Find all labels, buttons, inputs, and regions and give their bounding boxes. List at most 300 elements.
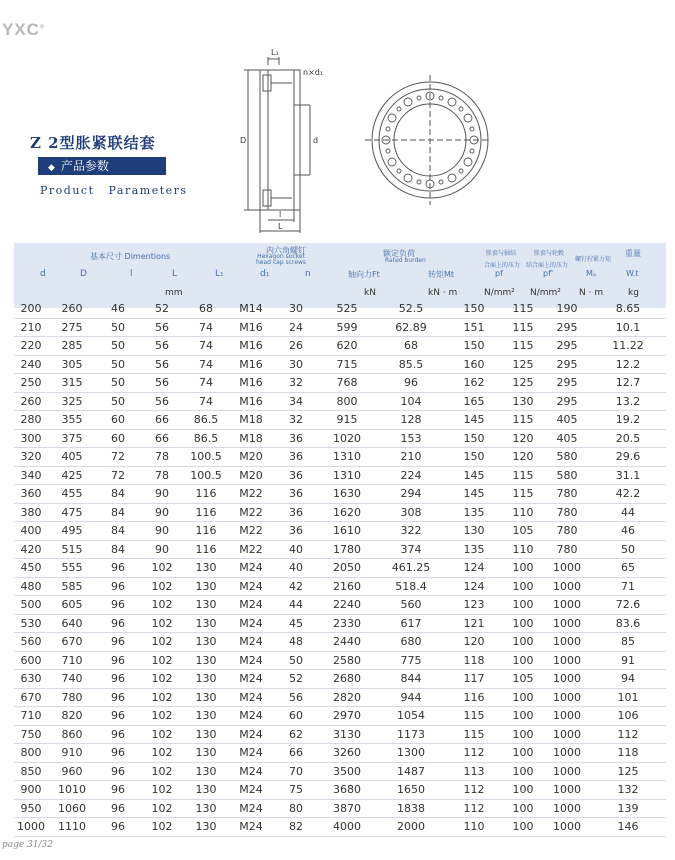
unit-nmm-pf2: N/mm² xyxy=(530,288,561,298)
section-title-en: Product Parameters xyxy=(40,184,188,197)
table-row xyxy=(14,614,666,633)
table-cell: 124 xyxy=(446,559,502,578)
table-cell: 100 xyxy=(502,781,544,800)
table-cell: 780 xyxy=(544,522,590,541)
table-cell: 117 xyxy=(446,670,502,689)
table-cell: 295 xyxy=(544,392,590,411)
table-cell: 130 xyxy=(184,762,228,781)
table-cell: 820 xyxy=(48,707,96,726)
header-ma-cn: 螺钉拧紧力矩 xyxy=(575,256,612,263)
table-cell: 617 xyxy=(376,614,446,633)
table-cell: 101 xyxy=(590,688,666,707)
table-cell: M16 xyxy=(228,374,274,393)
table-cell: 105 xyxy=(502,522,544,541)
table-cell: 130 xyxy=(184,651,228,670)
table-cell: 120 xyxy=(502,429,544,448)
table-cell: 130 xyxy=(184,781,228,800)
table-cell: 116 xyxy=(446,688,502,707)
table-cell: 500 xyxy=(14,596,48,615)
table-cell: 72 xyxy=(96,466,140,485)
table-cell: 305 xyxy=(48,355,96,374)
col-d: d xyxy=(40,269,46,279)
table-cell: 128 xyxy=(376,411,446,430)
table-cell: 560 xyxy=(14,633,48,652)
header-pf2-cn1: 胀套与轮毂 xyxy=(534,250,565,257)
table-cell: 100 xyxy=(502,688,544,707)
table-cell: 130 xyxy=(184,559,228,578)
table-cell: 62 xyxy=(274,725,318,744)
table-row xyxy=(14,522,666,541)
table-cell: 780 xyxy=(48,688,96,707)
table-cell: 102 xyxy=(140,651,184,670)
table-cell: 1300 xyxy=(376,744,446,763)
table-cell: 1620 xyxy=(318,503,376,522)
table-cell: 145 xyxy=(446,466,502,485)
table-row xyxy=(14,707,666,726)
table-cell: 130 xyxy=(184,744,228,763)
col-D: D xyxy=(80,269,87,279)
table-cell: 768 xyxy=(318,374,376,393)
table-cell: M18 xyxy=(228,411,274,430)
table-cell: 1610 xyxy=(318,522,376,541)
table-cell: 1000 xyxy=(544,614,590,633)
table-cell: 50 xyxy=(96,374,140,393)
table-cell: 82 xyxy=(274,818,318,837)
table-cell: 260 xyxy=(48,300,96,318)
table-cell: 130 xyxy=(184,799,228,818)
table-row xyxy=(14,744,666,763)
table-cell: 145 xyxy=(446,411,502,430)
table-cell: 120 xyxy=(502,448,544,467)
table-cell: M16 xyxy=(228,337,274,356)
table-cell: 670 xyxy=(14,688,48,707)
table-cell: 125 xyxy=(502,355,544,374)
table-cell: 715 xyxy=(318,355,376,374)
table-cell: M20 xyxy=(228,448,274,467)
table-cell: 102 xyxy=(140,670,184,689)
table-cell: 100.5 xyxy=(184,448,228,467)
table-cell: 165 xyxy=(446,392,502,411)
table-cell: 102 xyxy=(140,744,184,763)
unit-knm: kN · m xyxy=(428,288,458,298)
table-cell: 295 xyxy=(544,374,590,393)
table-cell: 145 xyxy=(446,485,502,504)
table-cell: 100 xyxy=(502,762,544,781)
table-cell: 405 xyxy=(544,429,590,448)
table-cell: 860 xyxy=(48,725,96,744)
table-row xyxy=(14,651,666,670)
table-cell: 295 xyxy=(544,337,590,356)
table-cell: 113 xyxy=(446,762,502,781)
table-cell: 74 xyxy=(184,374,228,393)
table-cell: 800 xyxy=(14,744,48,763)
table-cell: 85.5 xyxy=(376,355,446,374)
table-cell: 74 xyxy=(184,355,228,374)
table-cell: 1060 xyxy=(48,799,96,818)
table-row xyxy=(14,485,666,504)
table-cell: 800 xyxy=(318,392,376,411)
table-cell: 90 xyxy=(140,522,184,541)
table-cell: 123 xyxy=(446,596,502,615)
table-cell: 70 xyxy=(274,762,318,781)
table-cell: 950 xyxy=(14,799,48,818)
label-L: L xyxy=(278,222,283,231)
table-cell: 153 xyxy=(376,429,446,448)
table-row xyxy=(14,559,666,578)
table-cell: 3130 xyxy=(318,725,376,744)
table-cell: 620 xyxy=(318,337,376,356)
table-cell: 85 xyxy=(590,633,666,652)
table-cell: 115 xyxy=(446,707,502,726)
table-cell: 1000 xyxy=(544,577,590,596)
table-cell: M24 xyxy=(228,670,274,689)
table-cell: 325 xyxy=(48,392,96,411)
table-cell: 260 xyxy=(14,392,48,411)
table-cell: 640 xyxy=(48,614,96,633)
table-cell: 12.7 xyxy=(590,374,666,393)
table-cell: 100 xyxy=(502,799,544,818)
table-cell: 96 xyxy=(96,559,140,578)
table-cell: 96 xyxy=(96,799,140,818)
table-cell: 90 xyxy=(140,540,184,559)
table-cell: 160 xyxy=(446,355,502,374)
unit-mm: mm xyxy=(165,288,183,298)
table-cell: 1020 xyxy=(318,429,376,448)
table-cell: 400 xyxy=(14,522,48,541)
table-cell: 84 xyxy=(96,503,140,522)
table-cell: 2330 xyxy=(318,614,376,633)
table-cell: 315 xyxy=(48,374,96,393)
table-cell: 405 xyxy=(48,448,96,467)
table-cell: 102 xyxy=(140,707,184,726)
table-cell: 1487 xyxy=(376,762,446,781)
table-cell: 844 xyxy=(376,670,446,689)
table-cell: 605 xyxy=(48,596,96,615)
table-cell: 78 xyxy=(140,466,184,485)
table-cell: 450 xyxy=(14,559,48,578)
table-cell: 2160 xyxy=(318,577,376,596)
table-cell: 130 xyxy=(184,633,228,652)
table-cell: 96 xyxy=(96,818,140,837)
table-cell: 100 xyxy=(502,559,544,578)
table-cell: 102 xyxy=(140,577,184,596)
table-cell: 102 xyxy=(140,762,184,781)
label-D: D xyxy=(240,136,247,145)
table-cell: 115 xyxy=(446,725,502,744)
col-ft: 轴向力Ft xyxy=(348,270,380,279)
table-cell: 102 xyxy=(140,614,184,633)
table-cell: 780 xyxy=(544,485,590,504)
table-cell: 80 xyxy=(274,799,318,818)
col-wt: W.t xyxy=(626,269,639,278)
table-cell: 475 xyxy=(48,503,96,522)
table-cell: 96 xyxy=(376,374,446,393)
table-cell: 66 xyxy=(274,744,318,763)
table-cell: 36 xyxy=(274,503,318,522)
table-cell: M24 xyxy=(228,725,274,744)
table-cell: 96 xyxy=(96,633,140,652)
table-cell: 34 xyxy=(274,392,318,411)
table-cell: 42 xyxy=(274,577,318,596)
table-cell: 24 xyxy=(274,318,318,337)
table-cell: 66 xyxy=(140,411,184,430)
table-cell: 115 xyxy=(502,485,544,504)
table-cell: 295 xyxy=(544,318,590,337)
col-n: n xyxy=(305,269,311,279)
col-pf: pf xyxy=(495,269,503,278)
table-cell: M24 xyxy=(228,614,274,633)
table-cell: 30 xyxy=(274,355,318,374)
table-cell: M24 xyxy=(228,577,274,596)
table-cell: 850 xyxy=(14,762,48,781)
table-cell: 130 xyxy=(184,688,228,707)
table-cell: 84 xyxy=(96,540,140,559)
table-cell: 1000 xyxy=(544,799,590,818)
table-row xyxy=(14,762,666,781)
table-cell: 19.2 xyxy=(590,411,666,430)
header-weight-cn: 重量 xyxy=(625,249,641,258)
table-cell: 135 xyxy=(446,503,502,522)
table-cell: 280 xyxy=(14,411,48,430)
table-cell: 455 xyxy=(48,485,96,504)
table-cell: 515 xyxy=(48,540,96,559)
table-cell: 710 xyxy=(14,707,48,726)
table-cell: 100 xyxy=(502,725,544,744)
table-cell: 115 xyxy=(502,337,544,356)
table-cell: 112 xyxy=(446,799,502,818)
table-row xyxy=(14,725,666,744)
table-cell: 110 xyxy=(502,540,544,559)
table-cell: 10.1 xyxy=(590,318,666,337)
table-cell: 115 xyxy=(502,466,544,485)
table-cell: 121 xyxy=(446,614,502,633)
table-cell: 30 xyxy=(274,300,318,318)
unit-nmm-pf: N/mm² xyxy=(484,288,515,298)
table-cell: 1000 xyxy=(544,707,590,726)
table-cell: 480 xyxy=(14,577,48,596)
table-cell: 96 xyxy=(96,651,140,670)
table-cell: 32 xyxy=(274,374,318,393)
table-cell: 910 xyxy=(48,744,96,763)
table-cell: 224 xyxy=(376,466,446,485)
label-nxd1: n×d₁ xyxy=(303,68,324,77)
table-cell: 1000 xyxy=(544,781,590,800)
table-cell: 50 xyxy=(96,392,140,411)
table-row xyxy=(14,411,666,430)
table-cell: 36 xyxy=(274,485,318,504)
table-cell: 130 xyxy=(184,707,228,726)
table-cell: M24 xyxy=(228,633,274,652)
table-cell: 29.6 xyxy=(590,448,666,467)
table-cell: 96 xyxy=(96,596,140,615)
table-cell: 210 xyxy=(376,448,446,467)
table-cell: 36 xyxy=(274,466,318,485)
table-cell: 116 xyxy=(184,522,228,541)
table-cell: 102 xyxy=(140,818,184,837)
header-screw-en: Hexagon socket head cap screws xyxy=(256,253,307,266)
table-cell: M22 xyxy=(228,540,274,559)
table-cell: 322 xyxy=(376,522,446,541)
table-cell: 90 xyxy=(140,503,184,522)
table-cell: 86.5 xyxy=(184,411,228,430)
table-cell: 96 xyxy=(96,762,140,781)
table-cell: 62.89 xyxy=(376,318,446,337)
brand-logo: YXC® xyxy=(2,20,46,39)
table-cell: 42.2 xyxy=(590,485,666,504)
table-cell: 96 xyxy=(96,781,140,800)
table-cell: 36 xyxy=(274,448,318,467)
table-cell: 1310 xyxy=(318,448,376,467)
table-cell: 900 xyxy=(14,781,48,800)
table-row xyxy=(14,799,666,818)
table-cell: 1054 xyxy=(376,707,446,726)
table-cell: 600 xyxy=(14,651,48,670)
table-cell: 200 xyxy=(14,300,48,318)
table-cell: 96 xyxy=(96,688,140,707)
table-cell: 96 xyxy=(96,707,140,726)
table-row xyxy=(14,392,666,411)
table-cell: 91 xyxy=(590,651,666,670)
table-cell: 680 xyxy=(376,633,446,652)
table-cell: M14 xyxy=(228,300,274,318)
table-cell: 102 xyxy=(140,633,184,652)
table-cell: 250 xyxy=(14,374,48,393)
table-cell: 40 xyxy=(274,540,318,559)
table-row xyxy=(14,633,666,652)
table-cell: 220 xyxy=(14,337,48,356)
table-row xyxy=(14,503,666,522)
table-cell: 60 xyxy=(96,429,140,448)
table-row xyxy=(14,448,666,467)
table-cell: 102 xyxy=(140,781,184,800)
table-cell: 50 xyxy=(96,337,140,356)
table-cell: 74 xyxy=(184,392,228,411)
table-cell: 112 xyxy=(446,781,502,800)
table-cell: 13.2 xyxy=(590,392,666,411)
col-d1: d₁ xyxy=(260,269,270,279)
table-cell: 130 xyxy=(184,725,228,744)
table-cell: 1630 xyxy=(318,485,376,504)
table-cell: 162 xyxy=(446,374,502,393)
table-cell: 915 xyxy=(318,411,376,430)
table-cell: 32 xyxy=(274,411,318,430)
table-cell: 1010 xyxy=(48,781,96,800)
table-cell: 125 xyxy=(590,762,666,781)
table-cell: M16 xyxy=(228,355,274,374)
table-cell: 20.5 xyxy=(590,429,666,448)
table-cell: 31.1 xyxy=(590,466,666,485)
col-pf2: pf' xyxy=(543,269,554,278)
table-cell: 102 xyxy=(140,725,184,744)
table-cell: 150 xyxy=(446,337,502,356)
table-row xyxy=(14,355,666,374)
table-cell: 102 xyxy=(140,799,184,818)
table-cell: 2580 xyxy=(318,651,376,670)
table-cell: 461.25 xyxy=(376,559,446,578)
table-cell: 130 xyxy=(184,670,228,689)
table-cell: 1000 xyxy=(544,688,590,707)
table-cell: 104 xyxy=(376,392,446,411)
table-cell: 294 xyxy=(376,485,446,504)
table-cell: 135 xyxy=(446,540,502,559)
col-ma: Mₐ xyxy=(586,269,597,278)
table-cell: M16 xyxy=(228,318,274,337)
table-cell: 320 xyxy=(14,448,48,467)
table-cell: 2970 xyxy=(318,707,376,726)
table-cell: 116 xyxy=(184,540,228,559)
table-cell: 102 xyxy=(140,559,184,578)
table-cell: 52 xyxy=(274,670,318,689)
table-cell: 3260 xyxy=(318,744,376,763)
table-cell: 96 xyxy=(96,670,140,689)
table-cell: 48 xyxy=(274,633,318,652)
table-cell: 115 xyxy=(502,318,544,337)
table-cell: 518.4 xyxy=(376,577,446,596)
col-L1: L₁ xyxy=(215,269,224,279)
label-l: l xyxy=(279,210,282,219)
table-cell: 56 xyxy=(140,318,184,337)
table-cell: M24 xyxy=(228,818,274,837)
table-cell: 100 xyxy=(502,818,544,837)
table-cell: 1650 xyxy=(376,781,446,800)
diamond-icon: ◆ xyxy=(48,163,55,173)
table-cell: 630 xyxy=(14,670,48,689)
table-cell: 11.22 xyxy=(590,337,666,356)
table-cell: 132 xyxy=(590,781,666,800)
table-cell: 56 xyxy=(140,337,184,356)
table-cell: 12.2 xyxy=(590,355,666,374)
table-cell: 100 xyxy=(502,633,544,652)
table-cell: 50 xyxy=(96,318,140,337)
header-rated-load-en: Rated burden xyxy=(385,257,426,264)
table-cell: 110 xyxy=(502,503,544,522)
table-cell: 150 xyxy=(446,429,502,448)
table-cell: M24 xyxy=(228,707,274,726)
table-cell: 275 xyxy=(48,318,96,337)
table-cell: 44 xyxy=(274,596,318,615)
table-cell: 115 xyxy=(502,300,544,318)
table-row xyxy=(14,670,666,689)
table-cell: 2000 xyxy=(376,818,446,837)
table-cell: 740 xyxy=(48,670,96,689)
table-cell: 3500 xyxy=(318,762,376,781)
table-cell: 1000 xyxy=(14,818,48,837)
table-row xyxy=(14,540,666,559)
table-cell: M24 xyxy=(228,744,274,763)
table-row xyxy=(14,429,666,448)
table-cell: 118 xyxy=(446,651,502,670)
table-cell: 750 xyxy=(14,725,48,744)
parameters-table xyxy=(14,300,666,837)
table-cell: 96 xyxy=(96,725,140,744)
table-cell: 65 xyxy=(590,559,666,578)
table-cell: 1000 xyxy=(544,633,590,652)
table-cell: 1780 xyxy=(318,540,376,559)
section-title-cn: ◆ 产品参数 xyxy=(38,157,166,175)
table-cell: 96 xyxy=(96,744,140,763)
table-cell: 240 xyxy=(14,355,48,374)
table-cell: 60 xyxy=(274,707,318,726)
header-pf-cn1: 胀套与轴结 xyxy=(486,250,517,257)
table-cell: 599 xyxy=(318,318,376,337)
table-cell: 295 xyxy=(544,355,590,374)
table-cell: 68 xyxy=(184,300,228,318)
table-cell: 75 xyxy=(274,781,318,800)
table-cell: 560 xyxy=(376,596,446,615)
table-cell: 495 xyxy=(48,522,96,541)
table-row xyxy=(14,781,666,800)
table-cell: 710 xyxy=(48,651,96,670)
